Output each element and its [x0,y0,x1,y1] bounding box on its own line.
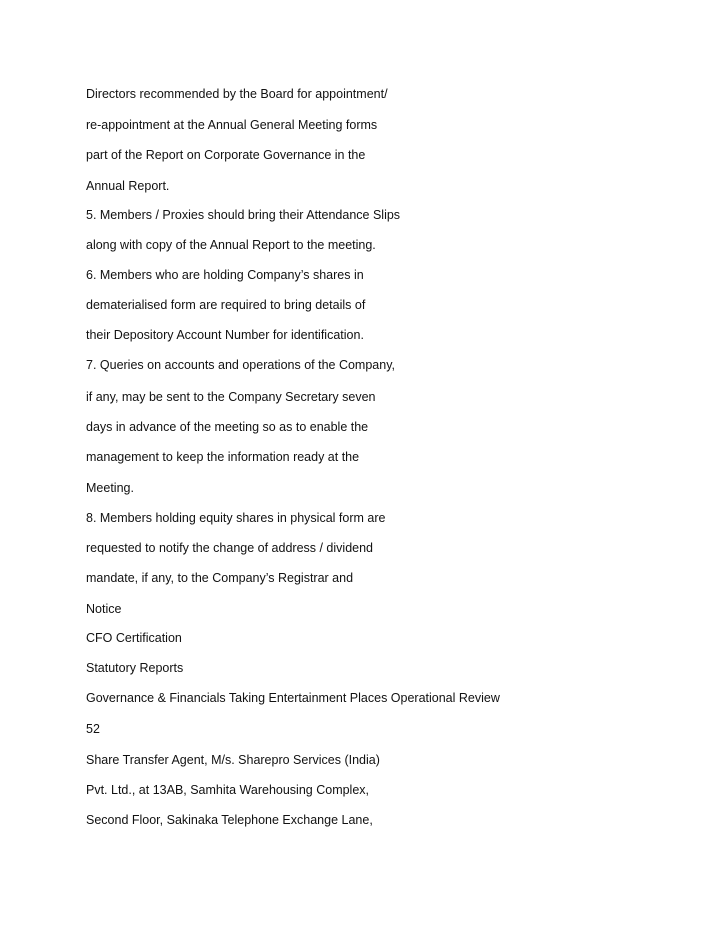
text-line-1: Directors recommended by the Board for appointment/ [86,87,388,101]
text-line-21: Governance & Financials Taking Entertainment Places Operational Review [86,691,500,705]
text-line-3: part of the Report on Corporate Governance in the [86,148,366,162]
text-line-7: 6. Members who are holding Company’s shares in [86,268,364,282]
text-line-9: their Depository Account Number for identification. [86,328,364,342]
text-line-16: requested to notify the change of address / dividend [86,541,373,555]
text-line-6: along with copy of the Annual Report to the meeting. [86,238,376,252]
text-line-20: Statutory Reports [86,661,184,675]
text-line-18: Notice [86,602,122,616]
text-line-13: management to keep the information ready at the [86,450,360,464]
text-line-4: Annual Report. [86,179,170,193]
text-line-8: dematerialised form are required to bring details of [86,298,366,312]
text-line-23: Share Transfer Agent, M/s. Sharepro Services (India) [86,753,380,767]
text-line-24: Pvt. Ltd., at 13AB, Samhita Warehousing Complex, [86,783,370,797]
text-line-10: 7. Queries on accounts and operations of the Company, [86,358,395,372]
text-line-2: re-appointment at the Annual General Meeting forms [86,118,378,132]
text-line-14: Meeting. [86,481,134,495]
text-line-5: 5. Members / Proxies should bring their Attendance Slips [86,208,401,222]
text-line-17: mandate, if any, to the Company’s Registrar and [86,571,354,585]
text-line-12: days in advance of the meeting so as to enable the [86,420,369,434]
text-line-19: CFO Certification [86,631,182,645]
text-line-11: if any, may be sent to the Company Secretary seven [86,390,376,404]
text-line-22: 52 [86,722,100,736]
text-line-15: 8. Members holding equity shares in physical form are [86,511,386,525]
text-line-25: Second Floor, Sakinaka Telephone Exchange Lane, [86,813,373,827]
